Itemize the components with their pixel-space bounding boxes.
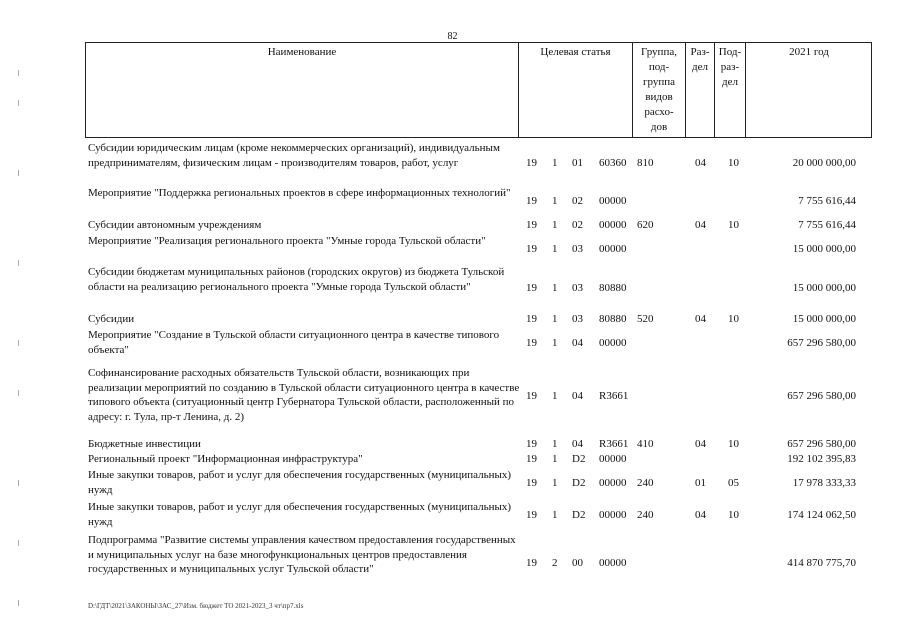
- footer-file-path: D:\ГДТ\2021\ЗАКОНЫ\ЗАС_27\Изм. бюджет ТО 2021-2023_3 чт\пр7.xls: [88, 602, 304, 610]
- page-number: 82: [447, 31, 458, 42]
- header-target: Целевая статья: [540, 46, 611, 58]
- table-row: Бюджетные инвестиции 19 1 04 R3661 410 04 10 657 296 580,00: [88, 438, 856, 450]
- table-row: Подпрограмма "Развитие системы управления качеством предоставления государственных и муниципальных услуг на базе многофункциональных центров предоставления государственных и муниципальных услуг Тульской области" 19 2 00 00000 414 870 775,70: [88, 534, 856, 575]
- table-row: Софинансирование расходных обязательств Тульской области, возникающих при реализации мероприятий по созданию в Тульской области ситуационного центра в качестве типового объекта (ситуационный центр Губернатора Тульской области, расположенный по адресу: г. Тула, пр-т Ленина, д. 2) 19 1 04 R3661 657 296 580,00: [88, 367, 856, 423]
- header-name: Наименование: [267, 46, 337, 58]
- header-group: Группа, под- группа видов расхо- дов: [641, 46, 677, 133]
- scan-margin-marks: [18, 60, 20, 630]
- table-row: Субсидии юридическим лицам (кроме некоммерческих организаций), индивидуальным предпринимателям, физическим лицам - производителям товаров, работ, услуг 19 1 01 60360 810 04 10 20 000 000,00: [88, 142, 856, 169]
- header-subsection: Под- раз- дел: [718, 46, 742, 88]
- table-row: Субсидии бюджетам муниципальных районов (городских округов) из бюджета Тульской области на реализацию регионального проекта "Умные города Тульской области" 19 1 03 80880 15 000 000,00: [88, 266, 856, 294]
- table-row: Региональный проект "Информационная инфраструктура" 19 1 D2 00000 192 102 395,83: [88, 453, 856, 465]
- table-row: Иные закупки товаров, работ и услуг для обеспечения государственных (муниципальных) нужд 19 1 D2 00000 240 04 10 174 124 062,50: [88, 501, 856, 528]
- table-row: Субсидии 19 1 03 80880 520 04 10 15 000 000,00: [88, 313, 856, 325]
- table-row: Мероприятие "Реализация регионального проекта "Умные города Тульской области" 19 1 03 00000 15 000 000,00: [88, 235, 856, 255]
- table-row: Мероприятие "Поддержка региональных проектов в сфере информационных технологий" 19 1 02 00000 7 755 616,44: [88, 187, 856, 207]
- table-row: Мероприятие "Создание в Тульской области ситуационного центра в качестве типового объекта" 19 1 04 00000 657 296 580,00: [88, 329, 856, 356]
- table-row: Субсидии автономным учреждениям 19 1 02 00000 620 04 10 7 755 616,44: [88, 219, 856, 231]
- header-section: Раз- дел: [690, 46, 710, 73]
- table-row: Иные закупки товаров, работ и услуг для обеспечения государственных (муниципальных) нужд 19 1 D2 00000 240 01 05 17 978 333,33: [88, 469, 856, 496]
- header-year: 2021 год: [789, 46, 829, 58]
